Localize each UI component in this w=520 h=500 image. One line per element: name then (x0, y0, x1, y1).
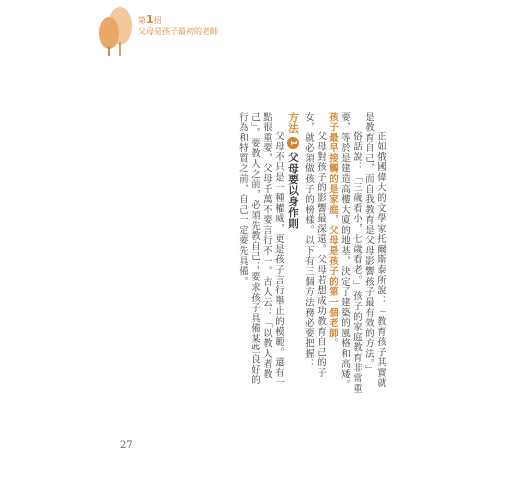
page-header (94, 6, 294, 56)
method-number-badge: 1 (287, 137, 299, 149)
chapter-title: 父母是孩子最初的老師 (138, 27, 218, 36)
method-heading (287, 112, 299, 394)
highlight-text: 孩子最早接觸的是家庭，父母是孩子的第一個老師 (327, 112, 338, 339)
page-number: 27 (120, 440, 133, 451)
tree-logo-icon (94, 6, 138, 56)
vertical-body-text (148, 112, 386, 394)
chapter-label: 第1招 (138, 13, 162, 26)
paragraph-4: 父母不只是一種權威，更是孩子言行舉止的模範。還有一點很重要，父母千萬不要言行不一。古人云：「以教人者教己」。要教人之前，必須先教自己；要求孩子具備某些良好的行為和特質之前，自己一定要先具備。 (237, 112, 284, 389)
paragraph-1: 正如俄國偉大的文學家托爾斯泰所說：「教育孩子其實就是教育自己，而自我教育是父母影響孩子最有效的方法。」 (363, 112, 386, 389)
paragraph-3: 父母對孩子的影響最深遠。父母若想成功教育自己的子女，就必須做孩子的榜樣。以下有三個方法務必要把握： (303, 112, 326, 378)
paragraph-2: 俗話說：「三歲看小，七歲看老。」孩子的家庭教育非常重要，等於是建造高樓大廈的地基，決定了建築的風格和高矮。孩子最早接觸的是家庭，父母是孩子的第一個老師。 (327, 112, 362, 394)
method-label: 方法 (287, 112, 299, 134)
method-title: 父母要以身作則 (287, 152, 299, 229)
